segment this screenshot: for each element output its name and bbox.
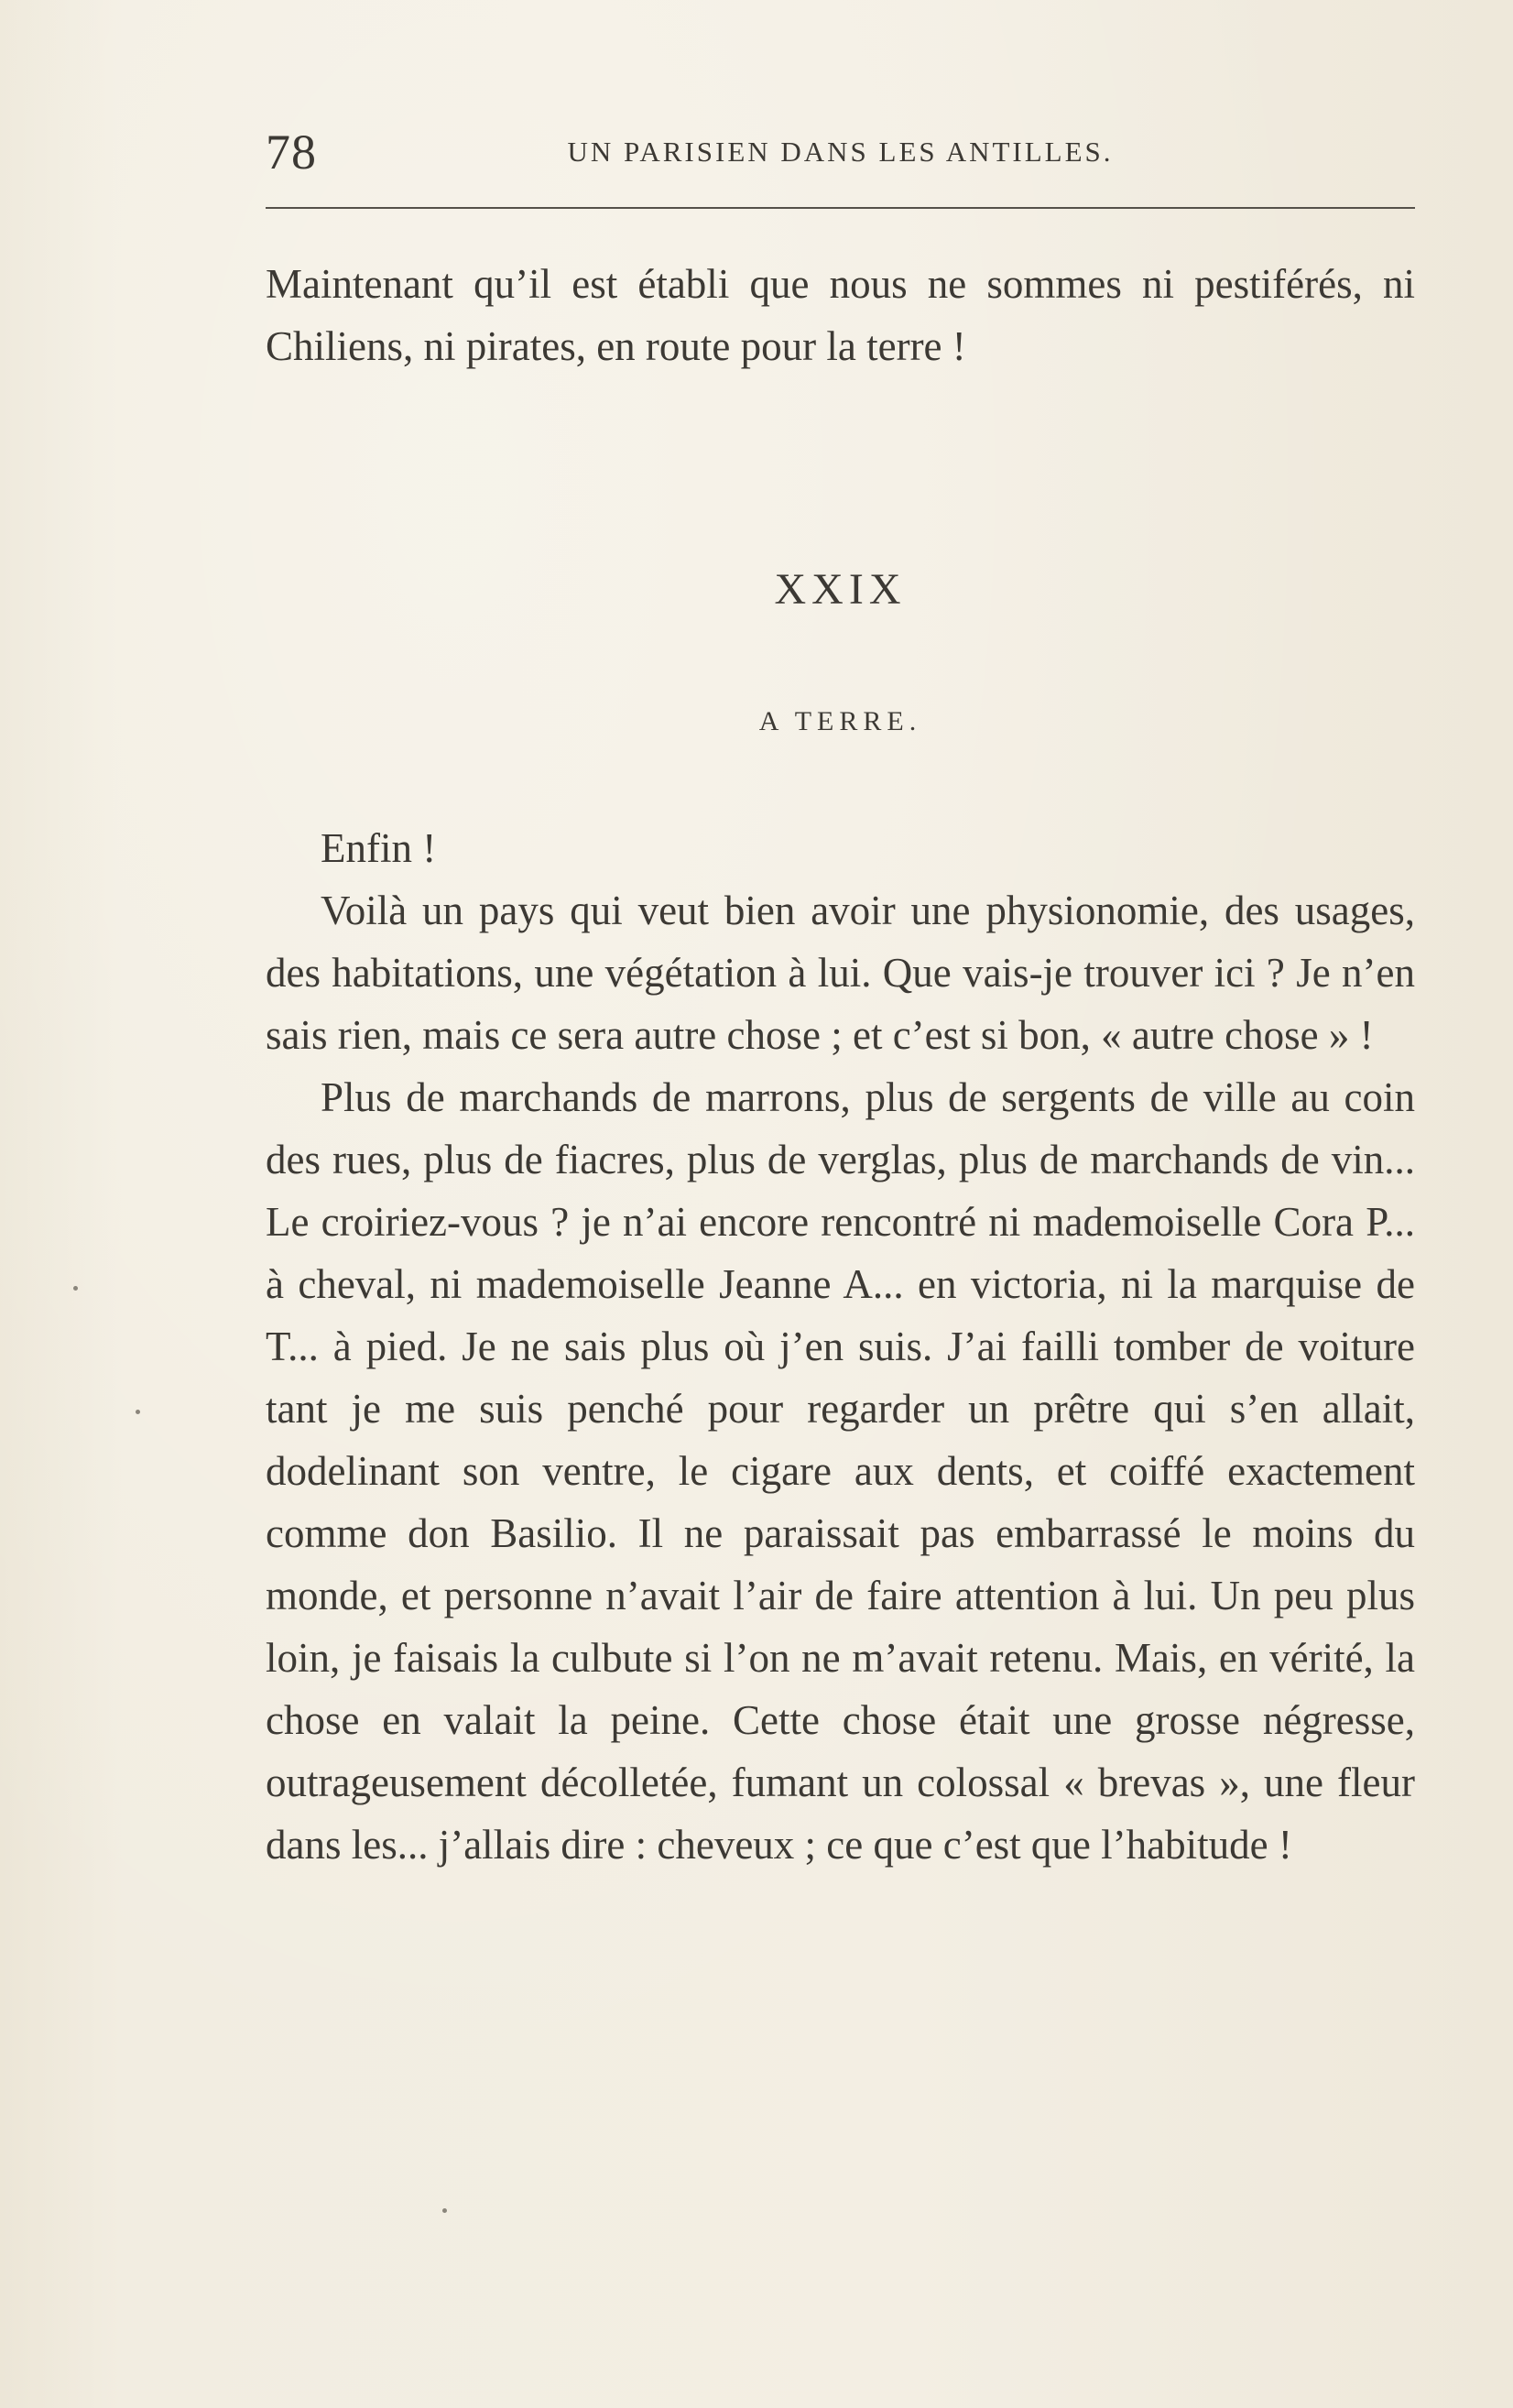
paper-speck bbox=[136, 1410, 140, 1414]
paper-speck bbox=[442, 2208, 447, 2213]
paragraph: Plus de marchands de marrons, plus de sergents de ville au coin des rues, plus de fiacres, plus de verglas, plus de marchands de vin... Le croiriez-vous ? je n’ai encore rencontré ni mademoiselle Cora P... à cheval, ni mademoiselle Jeanne A... en victoria, ni la marquise de T... à pied. Je ne sais plus où j’en suis. J’ai failli tomber de voiture tant je me suis penché pour regarder un prêtre qui s’en allait, dodelinant son ventre, le cigare aux dents, et coiffé exactement comme don Basilio. Il ne paraissait pas embarrassé le moins du monde, et personne n’avait l’air de faire attention à lui. Un peu plus loin, je faisais la culbute si l’on ne m’avait retenu. Mais, en vérité, la chose en valait la peine. Cette chose était une grosse négresse, outrageusement décolletée, fumant un colossal « brevas », une fleur dans les... j’allais dire : cheveux ; ce que c’est que l’habitude ! bbox=[266, 1074, 1415, 1868]
paragraph: Voilà un pays qui veut bien avoir une physionomie, des usages, des habitations, une végétation à lui. Que vais-je trouver ici ? Je n’en sais rien, mais ce sera autre chose ; et c’est si bon, « autre chose » ! bbox=[266, 888, 1415, 1058]
page-header bbox=[266, 125, 1415, 180]
intro-paragraph-block bbox=[266, 253, 1415, 377]
intro-paragraph: Maintenant qu’il est établi que nous ne sommes ni pestiférés, ni Chiliens, ni pirates, en route pour la terre ! bbox=[266, 261, 1415, 369]
running-title: UN PARISIEN DANS LES ANTILLES. bbox=[567, 136, 1114, 168]
chapter-body bbox=[266, 817, 1415, 1876]
paper-speck bbox=[73, 1286, 78, 1291]
chapter-number: XXIX bbox=[774, 565, 907, 614]
header-divider bbox=[266, 207, 1415, 209]
chapter-title: A TERRE. bbox=[758, 706, 922, 736]
paragraph: Enfin ! bbox=[321, 825, 437, 871]
page-number: 78 bbox=[266, 125, 317, 180]
